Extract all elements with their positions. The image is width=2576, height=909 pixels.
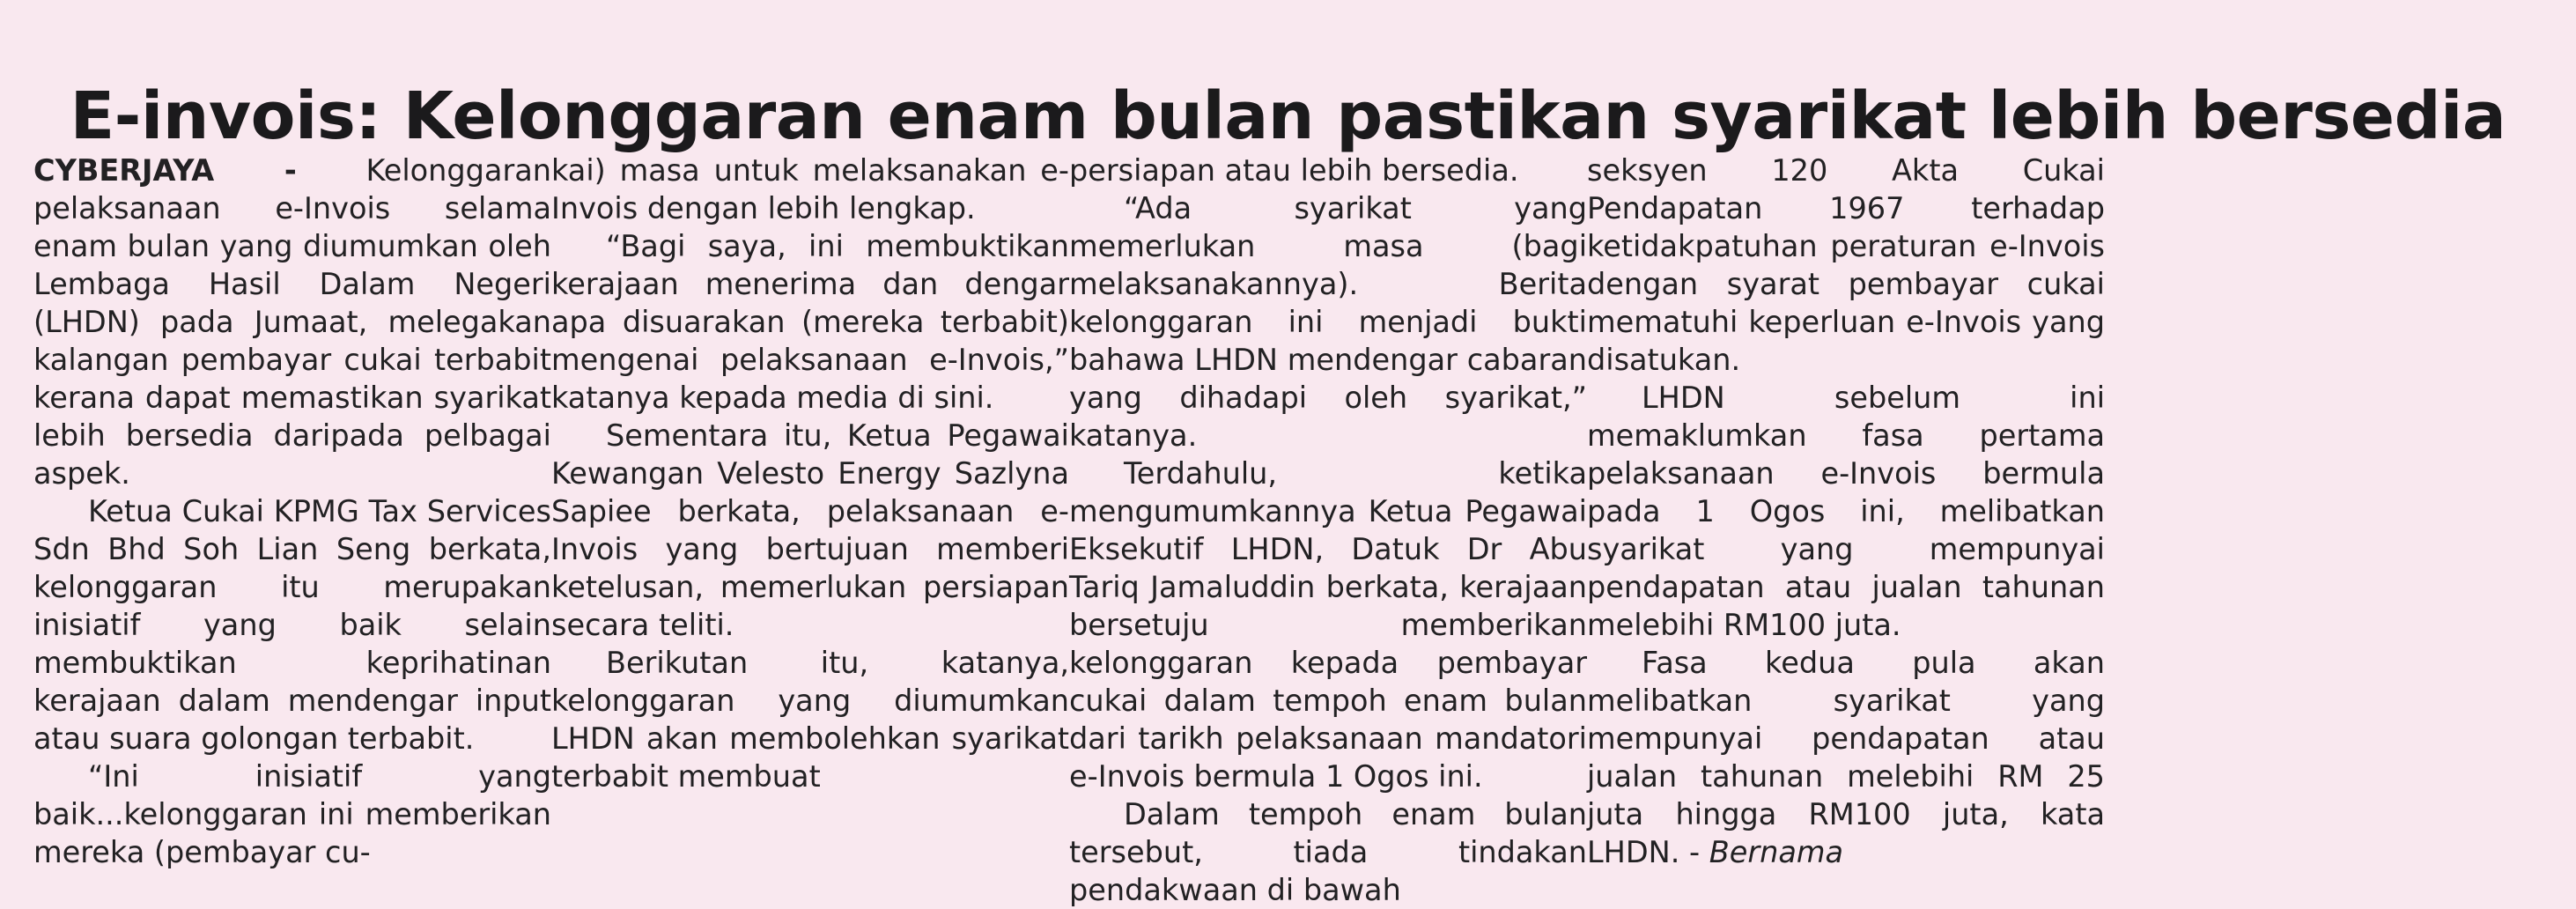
- paragraph: Berikutan itu, katanya, kelonggaran yang diumumkan LHDN akan membolehkan syarikat terbabit membuat: [551, 646, 1069, 794]
- paragraph: kai) masa untuk melaksanakan e-Invois dengan lebih lengkap.: [551, 153, 1069, 225]
- paragraph: persiapan atau lebih bersedia.: [1069, 153, 1519, 188]
- paragraph: Ketua Cukai KPMG Tax Services Sdn Bhd Soh Lian Seng berkata, kelonggaran itu merupakan inisiatif yang baik selain membuktikan keprihatinan kerajaan dalam mendengar input atau suara golongan terbabit.: [33, 494, 551, 756]
- paragraph-text: Fasa kedua pula akan melibatkan syarikat yang mempunyai pendapatan atau jualan tahunan melebihi RM 25 juta hingga RM100 juta, kata LHDN. -: [1587, 646, 2105, 869]
- dateline: CYBERJAYA -: [33, 153, 297, 188]
- paragraph: Dalam tempoh enam bulan tersebut, tiada tindakan pendakwaan di bawah: [1069, 797, 1587, 907]
- paragraph: seksyen 120 Akta Cukai Pendapatan 1967 terhadap ketidakpatuhan peraturan e-Invois dengan syarat pembayar cukai mematuhi keperluan e-Invois yang disatukan.: [1587, 153, 2105, 377]
- article-column-3: [1069, 152, 1587, 907]
- article-body: [33, 152, 2105, 907]
- article-column-1: [33, 152, 551, 869]
- headline: E-invois: Kelonggaran enam bulan pastikan syarikat lebih bersedia: [70, 78, 2506, 154]
- paragraph: Terdahulu, ketika mengumumkannya Ketua Pegawai Eksekutif LHDN, Datuk Dr Abu Tariq Jamaluddin berkata, kerajaan bersetuju memberikan kelonggaran kepada pembayar cukai dalam tempoh enam bulan dari tarikh pelaksanaan mandatori e-Invois bermula 1 Ogos ini.: [1069, 456, 1587, 794]
- paragraph: “Ini inisiatif yang baik...kelonggaran ini memberikan mereka (pembayar cu-: [33, 759, 551, 869]
- article-column-4: [1587, 152, 2105, 869]
- byline: Bernama: [1709, 835, 1844, 869]
- paragraph: Sementara itu, Ketua Pegawai Kewangan Velesto Energy Sazlyna Sapiee berkata, pelaksanaan e-Invois yang bertujuan memberi ketelusan, memerlukan persiapan secara teliti.: [551, 418, 1069, 642]
- paragraph: LHDN sebelum ini memaklumkan fasa pertama pelaksanaan e-Invois bermula pada 1 Ogos ini, melibatkan syarikat yang mempunyai pendapatan atau jualan tahunan melebihi RM100 juta.: [1587, 381, 2105, 642]
- paragraph-text: Kelonggaran pelaksanaan e-Invois selama enam bulan yang diumumkan oleh Lembaga Hasil Dalam Negeri (LHDN) pada Jumaat, melegakan kalangan pembayar cukai terbabit kerana dapat memastikan syarikat lebih bersedia daripada pelbagai aspek.: [33, 153, 551, 491]
- article-column-2: [551, 152, 1069, 794]
- paragraph: [33, 152, 551, 492]
- paragraph: “Bagi saya, ini membuktikan kerajaan menerima dan dengar apa disuarakan (mereka terbabit) mengenai pelaksanaan e-Invois,” katanya kepada media di sini.: [551, 229, 1069, 415]
- paragraph: [1587, 644, 2105, 871]
- paragraph: “Ada syarikat yang memerlukan masa (bagi melaksanakannya). Berita kelonggaran ini menjadi bukti bahawa LHDN mendengar cabaran yang dihadapi oleh syarikat,” katanya.: [1069, 191, 1587, 453]
